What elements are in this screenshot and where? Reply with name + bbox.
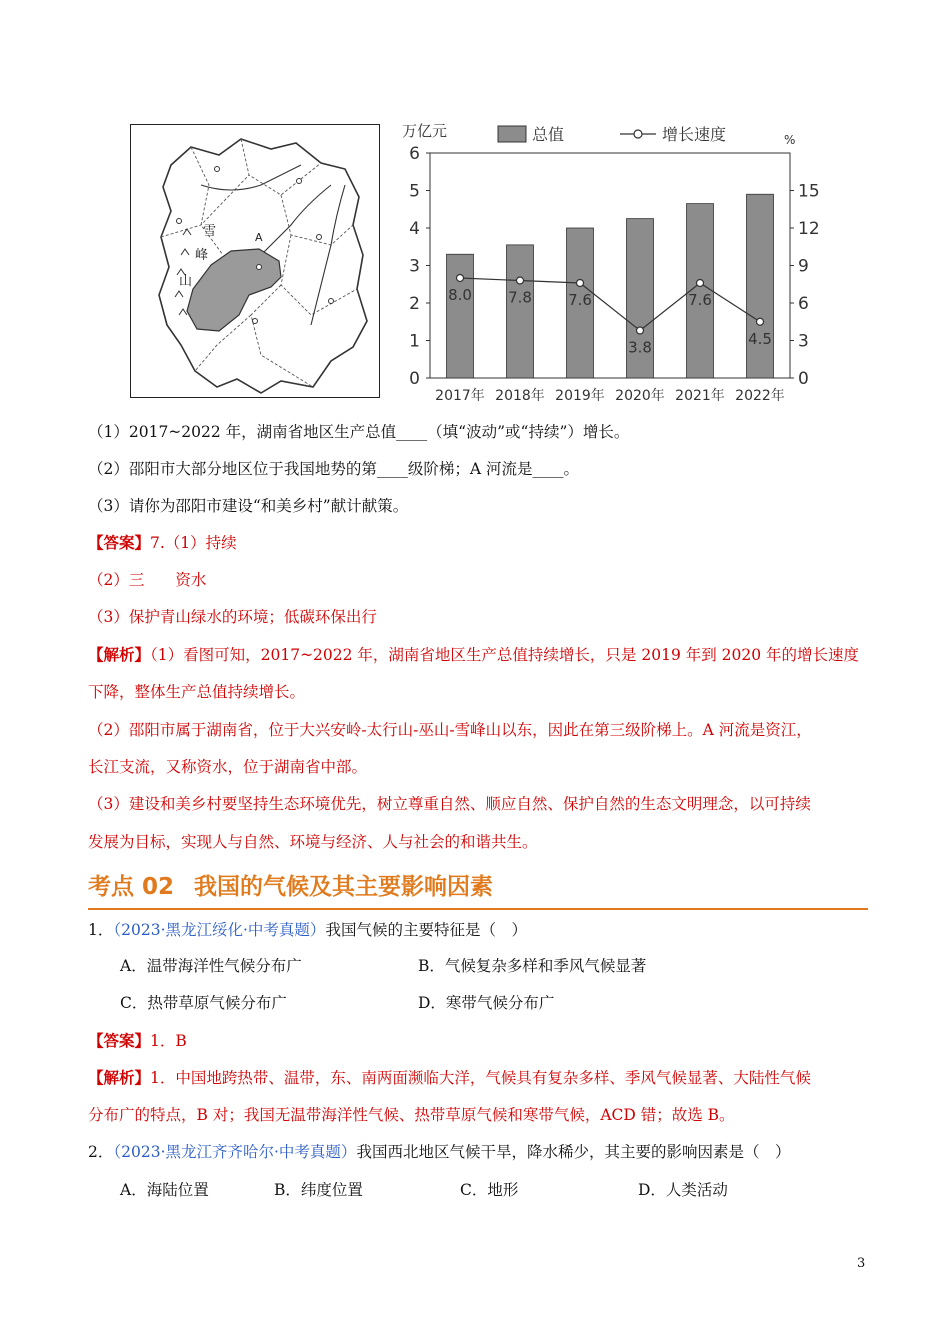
q1-answer [88, 1031, 868, 1051]
mountain-symbol [175, 229, 191, 315]
county-boundary [281, 235, 357, 315]
growth-point-label: 7.8 [508, 288, 532, 307]
q1-stem-text: 我国气候的主要特征是（ ） [325, 921, 527, 939]
page-number: 3 [857, 1256, 866, 1271]
analysis-7-line-2: 下降，整体生产总值持续增长。 [88, 683, 306, 701]
section-title: 我国的气候及其主要影响因素 [194, 874, 494, 900]
q1-option-d: D．寒带气候分布广 [418, 994, 555, 1012]
map-label-a: A [255, 231, 263, 244]
growth-point-label: 8.0 [448, 286, 472, 304]
growth-point-label: 4.5 [748, 329, 772, 348]
city-point [329, 299, 334, 304]
growth-point [637, 327, 644, 334]
q2-stem-text: 我国西北地区气候干旱，降水稀少，其主要的影响因素是（ ） [356, 1143, 791, 1161]
chart-svg [398, 116, 820, 408]
right-axis-label: % [784, 133, 796, 147]
q1-analysis-line-2: 分布广的特点，B 对；我国无温带海洋性气候、热带草原气候和寒带气候，ACD 错；故选 B。 [88, 1106, 735, 1124]
city-point [257, 265, 262, 270]
growth-point [577, 280, 584, 287]
q1-answer-text: 1．B [150, 1032, 187, 1050]
left-tick-label: 5 [409, 181, 420, 202]
growth-point [457, 275, 464, 282]
city-point [317, 235, 322, 240]
river [311, 185, 345, 325]
growth-point [697, 280, 704, 287]
q2-option-b: B．纬度位置 [274, 1181, 363, 1199]
right-tick-label: 15 [798, 181, 820, 202]
analysis-7-line-4: 长江支流，又称资水，位于湖南省中部。 [88, 758, 368, 776]
gdp-chart [398, 116, 820, 408]
legend-bar-swatch [498, 126, 526, 142]
left-tick-label: 6 [409, 144, 420, 164]
question-2: （2）邵阳市大部分地区位于我国地势的第____级阶梯；A 河流是____。 [88, 460, 579, 478]
analysis-7-line-1 [88, 645, 868, 665]
city-point [177, 219, 182, 224]
category-label: 2020年 [615, 388, 665, 404]
section-number: 考点 02 [88, 874, 175, 900]
plot-frame [430, 153, 790, 378]
bar [447, 254, 474, 378]
left-tick-label: 1 [409, 331, 420, 352]
q1-stem [88, 920, 868, 940]
growth-point [517, 277, 524, 284]
q2-number: 2． [88, 1143, 114, 1161]
map-label-feng: 峰 [195, 248, 209, 263]
analysis-7-line-5: （3）建设和美乡村要坚持生态环境优先，树立尊重自然、顺应自然、保护自然的生态文明理念，以可持续 [88, 795, 811, 813]
growth-point-label: 7.6 [688, 291, 712, 309]
map-drawing [131, 125, 378, 396]
q2-option-d: D．人类活动 [638, 1181, 728, 1199]
question-1: （1）2017~2022 年，湖南省地区生产总值____（填“波动”或“持续”）增长。 [88, 423, 630, 441]
category-label: 2018年 [495, 388, 545, 404]
left-tick-label: 0 [409, 369, 420, 389]
q1-answer-tag: 【答案】 [88, 1031, 151, 1050]
right-tick-label: 0 [798, 369, 809, 389]
answer-7-line-1 [88, 533, 868, 553]
category-label: 2019年 [555, 388, 605, 404]
growth-line [460, 278, 760, 331]
growth-point-label: 7.6 [568, 291, 592, 309]
growth-point [757, 318, 764, 325]
category-label: 2022年 [735, 388, 785, 404]
analysis-7-line-6: 发展为目标，实现人与自然、环境与经济、人与社会的和谐共生。 [88, 833, 538, 851]
q2-source: （2023·黑龙江齐齐哈尔·中考真题） [113, 1143, 357, 1161]
map-label-xue: 雪 [203, 224, 217, 239]
left-tick-label: 3 [409, 256, 420, 277]
section-heading [88, 872, 868, 910]
answer-7-line-3: （3）保护青山绿水的环境；低碳环保出行 [88, 608, 377, 626]
analysis-7-line-3: （2）邵阳市属于湖南省，位于大兴安岭-太行山-巫山-雪峰山以东，因此在第三级阶梯上。A 河流是资江， [88, 721, 812, 739]
q1-option-a: A．温带海洋性气候分布广 [120, 957, 302, 975]
map-label-shan: 山 [179, 274, 193, 289]
analysis-tag: 【解析】 [88, 645, 151, 664]
q1-analysis-text: 1．中国地跨热带、温带，东、南两面濒临大洋，气候具有复杂多样、季风气候显著、大陆性气候 [150, 1069, 811, 1087]
hunan-map [130, 124, 380, 398]
growth-point-label: 3.8 [628, 338, 652, 357]
q2-option-c: C．地形 [460, 1181, 519, 1199]
answer-7-line-2: （2）三 资水 [88, 571, 207, 589]
county-boundary [251, 285, 313, 387]
legend-line-label: 增长速度 [662, 125, 727, 144]
legend-bar-label: 总值 [532, 125, 565, 144]
right-tick-label: 6 [798, 294, 809, 314]
bar [507, 245, 534, 378]
left-tick-label: 4 [409, 219, 420, 239]
city-point [297, 179, 302, 184]
right-tick-label: 9 [798, 256, 809, 277]
q1-analysis-tag: 【解析】 [88, 1068, 151, 1087]
q1-analysis-line-1 [88, 1068, 868, 1088]
q2-option-a: A．海陆位置 [120, 1181, 209, 1199]
left-axis-label: 万亿元 [402, 122, 448, 140]
analysis-text: （1）看图可知，2017~2022 年，湖南省地区生产总值持续增长，只是 2019 年到 2020 年的增长速度 [150, 646, 860, 664]
left-tick-label: 2 [409, 294, 420, 314]
answer-tag: 【答案】 [88, 533, 151, 552]
q1-number: 1． [88, 921, 114, 939]
right-tick-label: 12 [798, 219, 820, 239]
category-label: 2021年 [675, 388, 725, 404]
q2-stem [88, 1142, 868, 1162]
q1-source: （2023·黑龙江绥化·中考真题） [113, 921, 326, 939]
q1-option-b: B．气候复杂多样和季风气候显著 [418, 957, 647, 975]
right-tick-label: 3 [798, 331, 809, 352]
city-point [215, 167, 220, 172]
q1-option-c: C．热带草原气候分布广 [120, 994, 287, 1012]
category-label: 2017年 [435, 388, 485, 404]
legend-line-marker [634, 130, 642, 138]
bar [747, 194, 774, 378]
question-3: （3）请你为邵阳市建设“和美乡村”献计献策。 [88, 497, 409, 515]
city-point [253, 319, 258, 324]
answer-text: 7.（1）持续 [150, 534, 237, 552]
